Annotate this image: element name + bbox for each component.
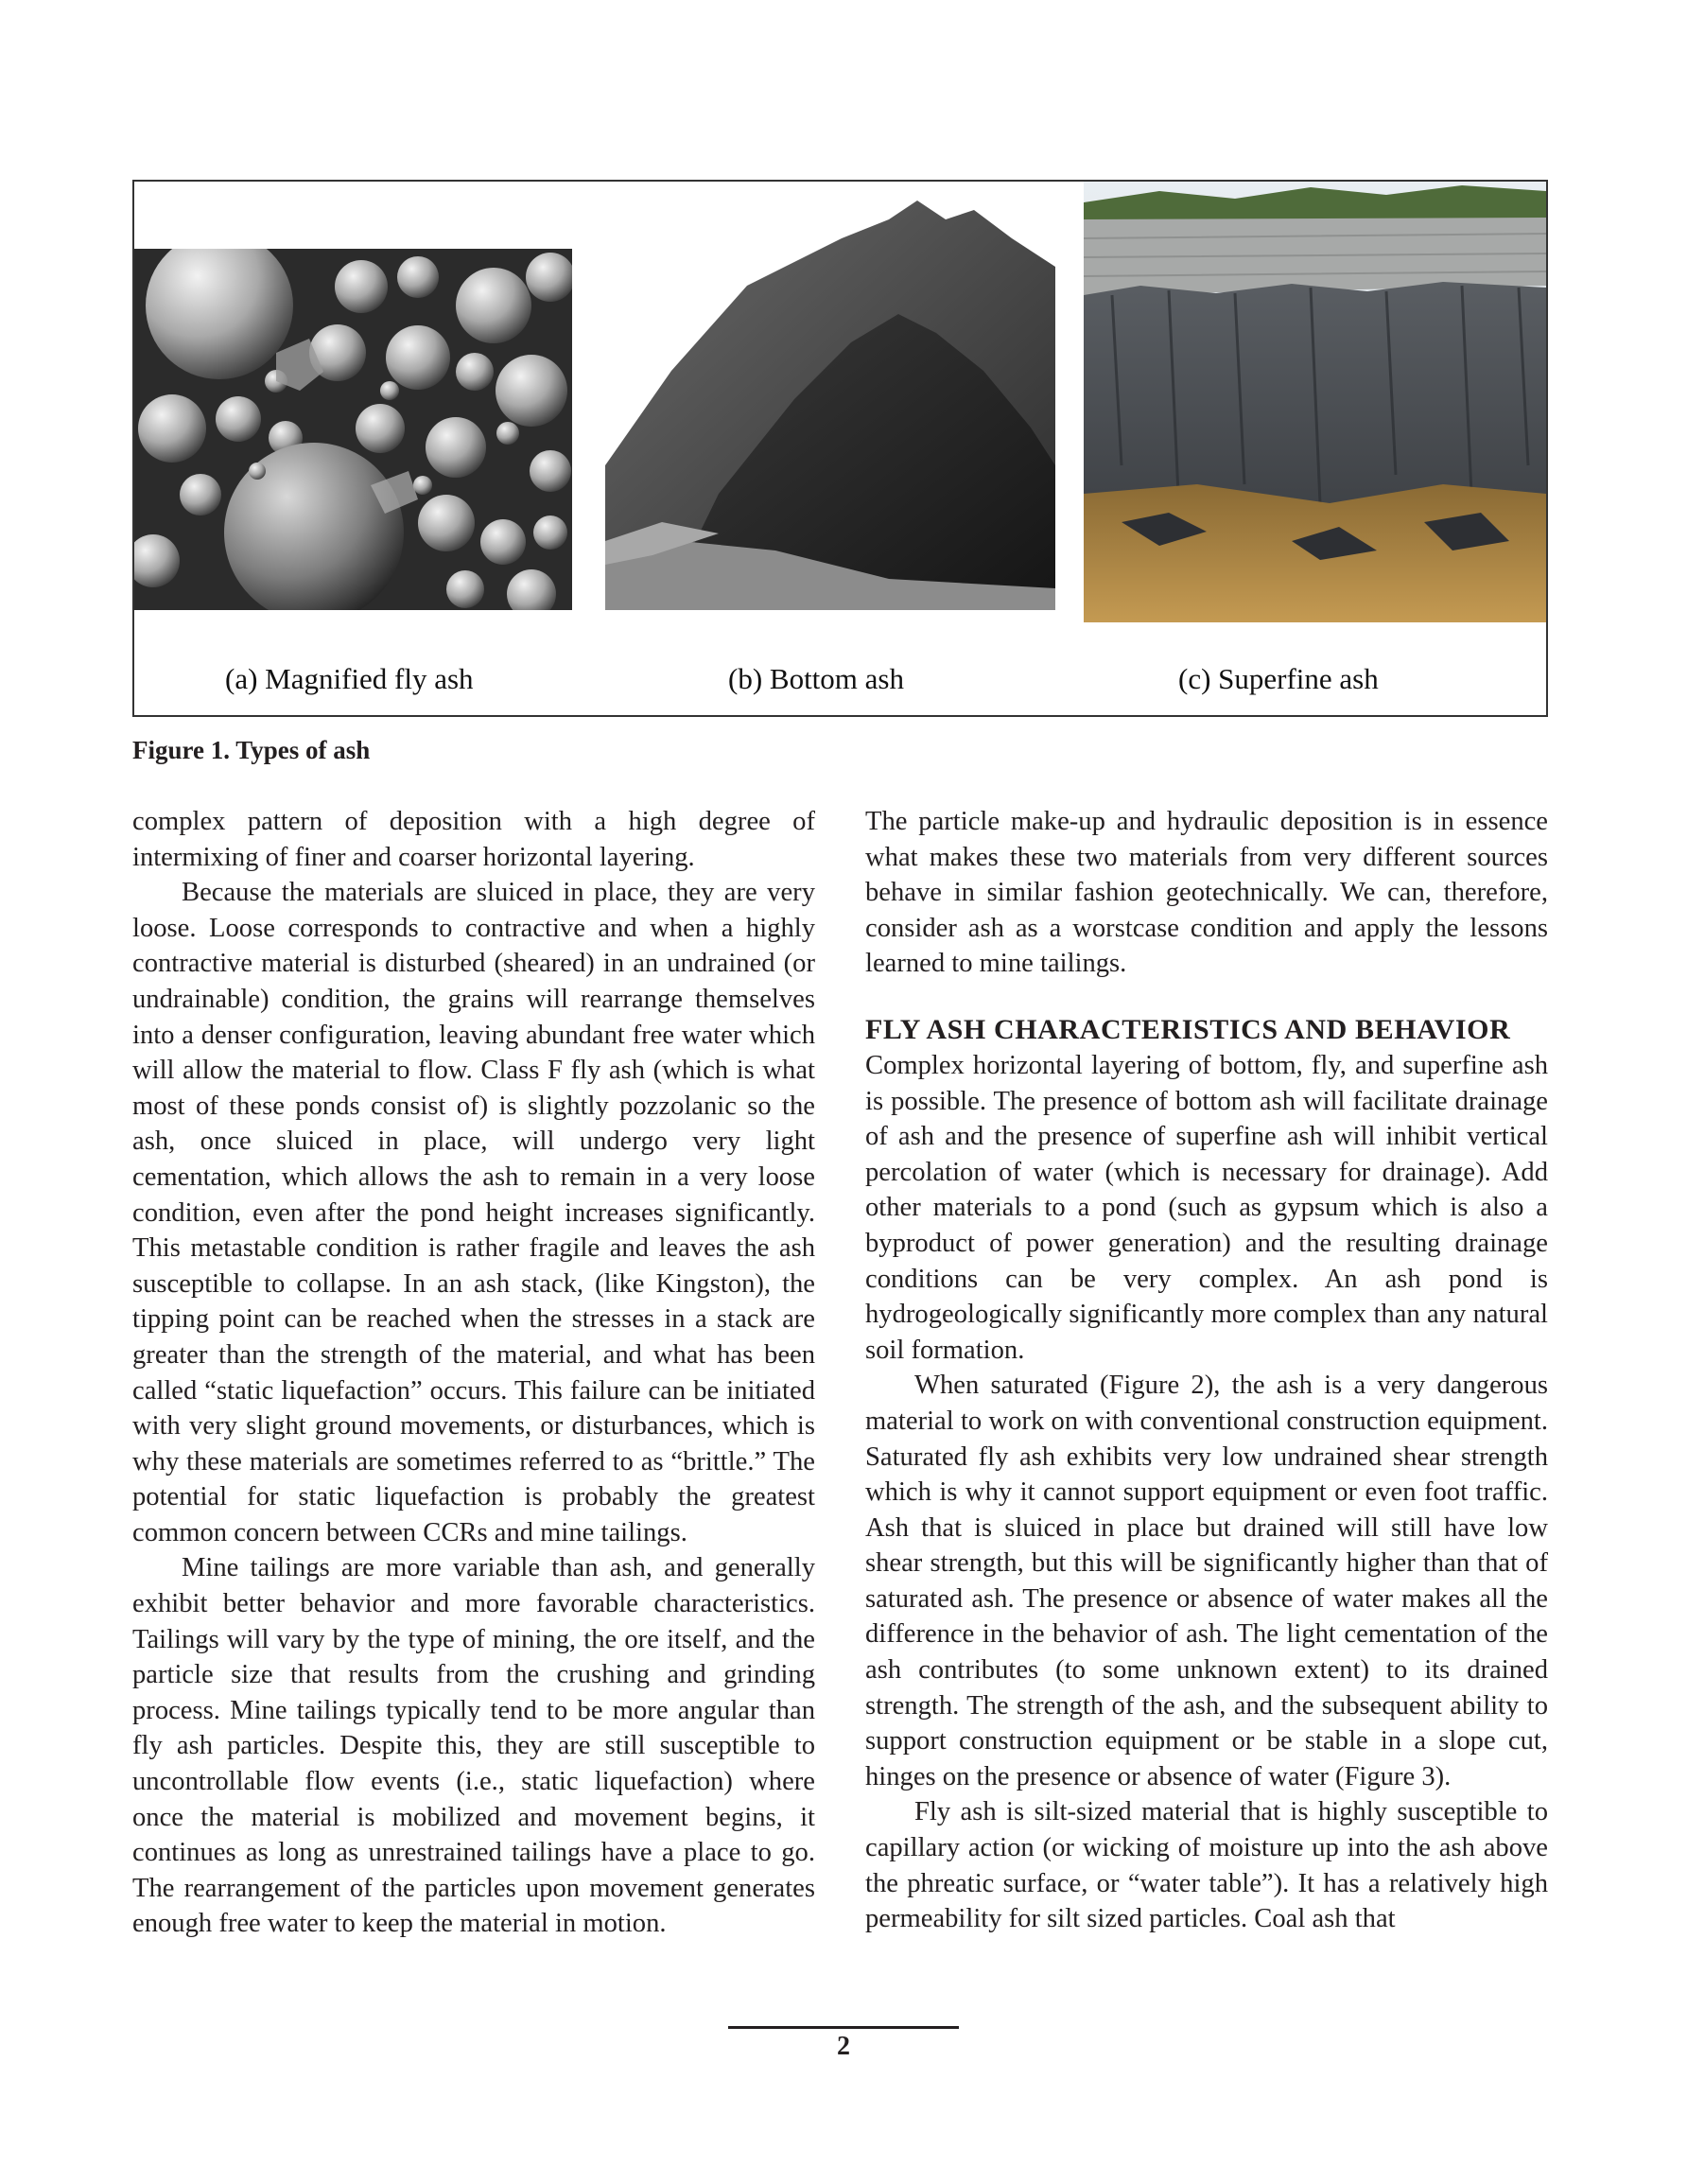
magnified-fly-ash-photo: [134, 249, 572, 610]
bottom-ash-image: [605, 182, 1055, 610]
right-paragraph-1: Complex horizontal layering of bottom, fly, and superfine ash is possible. The presence of bottom ash will facilitate drainage of ash and the presence of superfine ash will inhibit vertical percolation of water (which is necessary for drainage). Add other materials to a pond (such as gypsum which is also a byproduct of power generation) and the resulting drainage conditions can be very complex. An ash pond is hydrogeologically significantly more complex than any natural soil formation.: [865, 1050, 1548, 1365]
page-number: 2: [837, 2032, 850, 2061]
magnified-fly-ash-image: [134, 249, 572, 610]
right-intro-paragraph: The particle make-up and hydraulic deposition is in essence what makes these two materials from very different sources behave in similar fashion geotechnically. We can, therefore, consider ash as a worstcase condition and apply the lessons learned to mine tailings.: [865, 807, 1548, 979]
caption-superfine-ash: (c) Superfine ash: [1178, 662, 1379, 695]
left-paragraph-2: Because the materials are sluiced in place, they are very loose. Loose corresponds to contractive and when a highly contractive material is disturbed (sheared) in an undrained (or undrainable) condition, the grains will rearrange themselves into a denser configuration, leaving abundant free water which will allow the material to flow. Class F fly ash (which is what most of these ponds consist of) is slightly pozzolanic so the ash, once sluiced in place, will undergo very light cementation, which allows the ash to remain in a very loose condition, even after the pond height increases significantly. This metastable condition is rather fragile and leaves the ash susceptible to collapse. In an ash stack, (like Kingston), the tipping point can be reached when the stresses in a stack are greater than the strength of the material, and what has been called “static liquefaction” occurs. This failure can be initiated with very slight ground movements, or disturbances, which is why these materials are sometimes referred to as “brittle.” The potential for static liquefaction is probably the greatest common concern between CCRs and mine tailings.: [132, 878, 815, 1547]
superfine-ash-photo: [1084, 182, 1546, 622]
right-paragraph-3: Fly ash is silt-sized material that is highly susceptible to capillary action (or wicking of moisture up into the ash above the phreatic surface, or “water table”). It has a relatively high permeability for silt sized particles. Coal ash that: [865, 1797, 1548, 1934]
left-paragraph-1: complex pattern of deposition with a high degree of intermixing of finer and coarser horizontal layering.: [132, 807, 815, 872]
left-paragraph-3: Mine tailings are more variable than ash, and generally exhibit better behavior and more favorable characteristics. Tailings will vary by the type of mining, the ore itself, and the particle size that results from the crushing and grinding process. Mine tailings typically tend to be more angular than fly ash particles. Despite this, they are still susceptible to uncontrollable flow events (i.e., static liquefaction) where once the material is mobilized and movement begins, it continues as long as unrestrained tailings have a place to go. The rearrangement of the particles upon movement generates enough free water to keep the material in motion.: [132, 1553, 815, 1939]
figure-1-box: [132, 180, 1548, 717]
caption-magnified-fly-ash: (a) Magnified fly ash: [225, 662, 474, 695]
right-column: [865, 804, 1548, 1937]
footer-rule: [728, 2026, 959, 2029]
left-column: [132, 804, 815, 1942]
section-heading: FLY ASH CHARACTERISTICS AND BEHAVIOR: [865, 1013, 1511, 1045]
right-paragraph-2: When saturated (Figure 2), the ash is a very dangerous material to work on with conventional construction equipment. Saturated fly ash exhibits very low undrained shear strength which is why it cannot support equipment or even foot traffic. Ash that is sluiced in place but drained will still have low shear strength, but this will be significantly higher than that of saturated ash. The presence or absence of water makes all the difference in the behavior of ash. The light cementation of the ash contributes (to some unknown extent) to its drained strength. The strength of the ash, and the subsequent ability to support construction equipment or be stable in a slope cut, hinges on the presence or absence of water (Figure 3).: [865, 1371, 1548, 1791]
caption-bottom-ash: (b) Bottom ash: [728, 662, 904, 695]
bottom-ash-photo: [605, 182, 1055, 610]
figure-title: Figure 1. Types of ash: [132, 736, 371, 764]
superfine-ash-image: [1084, 182, 1546, 622]
